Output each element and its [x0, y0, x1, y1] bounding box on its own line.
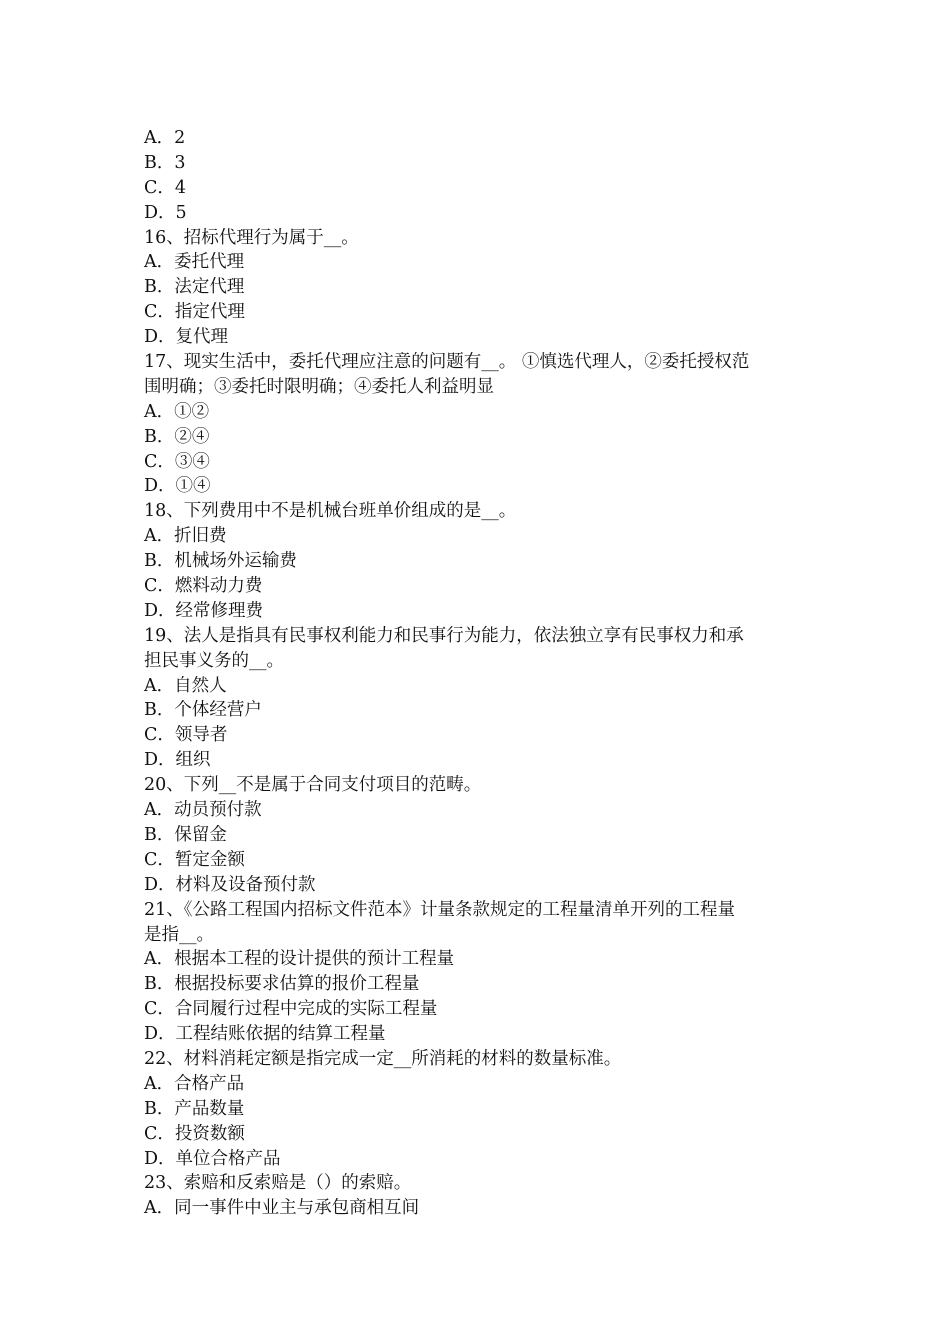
document-page [144, 126, 814, 1221]
option-line: C．暂定金额 [144, 849, 245, 870]
option-line: C．③④ [144, 451, 210, 472]
option-line: D．复代理 [144, 327, 229, 348]
option-line: B．个体经营户 [144, 700, 262, 721]
question-20: 20、下列__不是属于合同支付项目的范畴。 [144, 775, 482, 796]
question-16: 16、招标代理行为属于__。 [144, 227, 359, 248]
question-23: 23、索赔和反索赔是（）的索赔。 [144, 1173, 412, 1194]
option-line: B．法定代理 [144, 277, 245, 298]
question-21: 21、《公路工程国内招标文件范本》计量条款规定的工程量清单开列的工程量 [144, 899, 736, 920]
option-line: A．委托代理 [144, 252, 245, 273]
option-line: C．4 [144, 177, 187, 198]
option-line: C．指定代理 [144, 302, 245, 323]
option-line: B．保留金 [144, 824, 227, 845]
option-line: A．①② [144, 401, 210, 422]
question-18: 18、下列费用中不是机械台班单价组成的是__。 [144, 501, 517, 522]
option-line: D．5 [144, 202, 187, 223]
option-line: A．动员预付款 [144, 800, 262, 821]
option-line: C．合同履行过程中完成的实际工程量 [144, 999, 438, 1020]
option-line: D．材料及设备预付款 [144, 874, 316, 895]
option-line: C．燃料动力费 [144, 576, 263, 597]
option-line: D．组织 [144, 750, 211, 771]
option-line: A．合格产品 [144, 1073, 245, 1094]
question-17: 17、现实生活中，委托代理应注意的问题有__。 ①慎选代理人，②委托授权范 [144, 352, 750, 373]
option-line: B．产品数量 [144, 1098, 245, 1119]
option-line: A．同一事件中业主与承包商相互间 [144, 1198, 420, 1219]
option-line: B．根据投标要求估算的报价工程量 [144, 974, 420, 995]
option-line: A．根据本工程的设计提供的预计工程量 [144, 949, 455, 970]
option-line: D．①④ [144, 476, 211, 497]
option-line: B．3 [144, 152, 186, 173]
option-line: D．单位合格产品 [144, 1148, 281, 1169]
question-22: 22、材料消耗定额是指完成一定__所消耗的材料的数量标准。 [144, 1048, 622, 1069]
option-line: D．经常修理费 [144, 600, 264, 621]
option-line: A．自然人 [144, 675, 227, 696]
option-line: D．工程结账依据的结算工程量 [144, 1024, 386, 1045]
question-17-continued: 围明确；③委托时限明确；④委托人利益明显 [144, 376, 494, 397]
option-line: C．领导者 [144, 725, 228, 746]
question-19-continued: 担民事义务的__。 [144, 650, 284, 671]
option-line: B．机械场外运输费 [144, 551, 297, 572]
option-line: A．折旧费 [144, 526, 227, 547]
option-line: C．投资数额 [144, 1123, 245, 1144]
option-line: A．2 [144, 128, 186, 148]
question-21-continued: 是指__。 [144, 924, 214, 945]
question-19: 19、法人是指具有民事权利能力和民事行为能力，依法独立享有民事权力和承 [144, 625, 744, 646]
option-line: B．②④ [144, 426, 210, 447]
